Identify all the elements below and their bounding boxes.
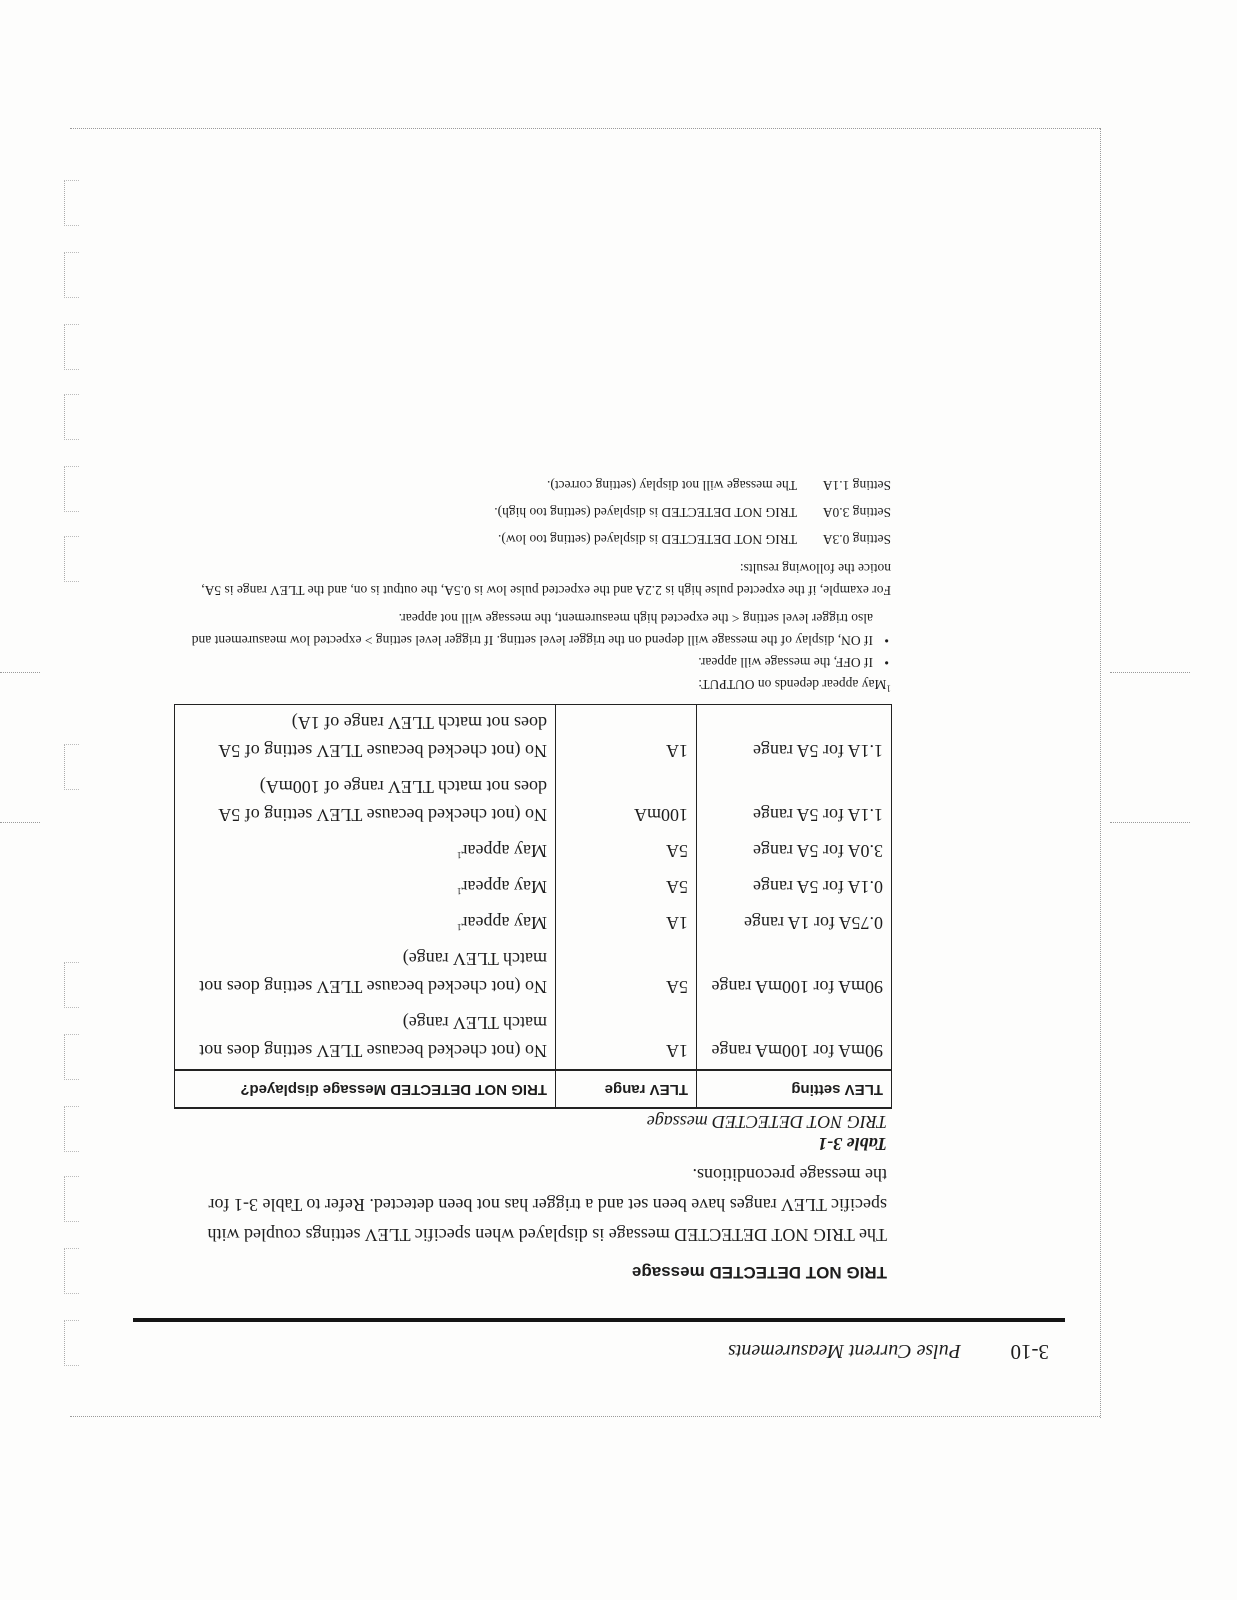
header-rule bbox=[133, 1318, 1065, 1322]
cell-tlev-range: 100mA bbox=[556, 769, 697, 833]
table-row bbox=[175, 769, 892, 833]
footnote-marker: 1 bbox=[457, 850, 462, 860]
may-appear-text: May appear bbox=[461, 877, 547, 897]
cell-tlev-setting: 90mA for 100mA range bbox=[697, 941, 892, 1005]
message-table bbox=[174, 704, 892, 1109]
column-header-tlev-range: TLEV range bbox=[556, 1070, 697, 1108]
table-notes bbox=[171, 472, 891, 695]
cell-message-displayed: No (not checked because TLEV setting does not match TLEV range) bbox=[175, 941, 556, 1005]
table-caption-number: Table 3-1 bbox=[818, 1134, 887, 1154]
section-heading: TRIG NOT DETECTED message bbox=[631, 1263, 887, 1282]
table-row bbox=[175, 941, 892, 1005]
example-results bbox=[171, 472, 891, 553]
table-caption-title: TRIG NOT DETECTED message bbox=[646, 1112, 887, 1132]
may-appear-text: May appear bbox=[461, 913, 547, 933]
footnote bbox=[171, 673, 891, 695]
cell-message-displayed: No (not checked because TLEV setting of 5A does not match TLEV range of 1A) bbox=[175, 705, 556, 770]
table-row bbox=[175, 705, 892, 770]
cell-message-displayed: No (not checked because TLEV setting of 5A does not match TLEV range of 100mA) bbox=[175, 769, 556, 833]
table-row bbox=[175, 833, 892, 869]
cell-tlev-range: 5A bbox=[556, 869, 697, 905]
cell-tlev-range: 1A bbox=[556, 1005, 697, 1070]
table-row bbox=[175, 869, 892, 905]
cell-tlev-range: 1A bbox=[556, 705, 697, 770]
footnote-number: 1 bbox=[886, 683, 891, 694]
table-row bbox=[175, 1005, 892, 1070]
footnote-marker: 1 bbox=[457, 922, 462, 932]
table-header-row bbox=[175, 1070, 892, 1108]
setting-result: TRIG NOT DETECTED is displayed (setting too high). bbox=[494, 505, 797, 520]
output-bullet-list bbox=[171, 607, 891, 673]
cell-tlev-setting: 3.0A for 5A range bbox=[697, 833, 892, 869]
cell-tlev-range: 5A bbox=[556, 941, 697, 1005]
footnote-marker: 1 bbox=[457, 886, 462, 896]
cell-message-displayed bbox=[175, 905, 556, 941]
cell-tlev-range: 1A bbox=[556, 905, 697, 941]
setting-result: TRIG NOT DETECTED is displayed (setting too low). bbox=[498, 532, 797, 547]
may-appear-text: May appear bbox=[461, 841, 547, 861]
cell-tlev-setting: 1.1A for 5A range bbox=[697, 769, 892, 833]
bullet-item: • If OFF, the message will appear. bbox=[171, 651, 873, 673]
footnote-text: May appear depends on OUTPUT: bbox=[698, 677, 887, 692]
column-header-tlev-setting: TLEV setting bbox=[697, 1070, 892, 1108]
cell-tlev-setting: 90mA for 100mA range bbox=[697, 1005, 892, 1070]
page-header bbox=[169, 1328, 1049, 1368]
cell-tlev-setting: 1.1A for 5A range bbox=[697, 705, 892, 770]
cell-tlev-range: 5A bbox=[556, 833, 697, 869]
setting-result: The message will not display (setting correct). bbox=[546, 478, 797, 493]
setting-label: Setting 1.1A bbox=[822, 478, 891, 493]
intro-paragraph: The TRIG NOT DETECTED message is displayed when specific TLEV settings coupled with specific TLEV ranges have been set and a trigger has not been detected. Refer to Table 3-1 for the message preconditions. bbox=[207, 1165, 887, 1245]
column-header-message-displayed: TRIG NOT DETECTED Message displayed? bbox=[175, 1070, 556, 1108]
page-number: 3-10 bbox=[1010, 1340, 1049, 1364]
setting-label: Setting 0.3A bbox=[822, 532, 891, 547]
example-result-row bbox=[171, 526, 891, 553]
cell-tlev-setting: 0.1A for 5A range bbox=[697, 869, 892, 905]
cell-tlev-setting: 0.75A for 1A range bbox=[697, 905, 892, 941]
bullet-item: • If ON, display of the message will depend on the trigger level setting. If trigger level setting > expected low measurement and also trigger level setting < the expected high measurement, the message will not appear. bbox=[171, 607, 873, 651]
cell-message-displayed bbox=[175, 869, 556, 905]
chapter-title: Pulse Current Measurements bbox=[728, 1340, 961, 1362]
cell-message-displayed: No (not checked because TLEV setting does not match TLEV range) bbox=[175, 1005, 556, 1070]
example-result-row bbox=[171, 499, 891, 526]
table-row bbox=[175, 905, 892, 941]
setting-label: Setting 3.0A bbox=[822, 505, 891, 520]
table-caption bbox=[647, 1111, 887, 1155]
cell-message-displayed bbox=[175, 833, 556, 869]
example-result-row bbox=[171, 472, 891, 499]
example-paragraph: For example, if the expected pulse high is 2.2A and the expected pulse low is 0.5A, the output is on, and the TLEV range is 5A, notice the following results: bbox=[201, 561, 891, 598]
